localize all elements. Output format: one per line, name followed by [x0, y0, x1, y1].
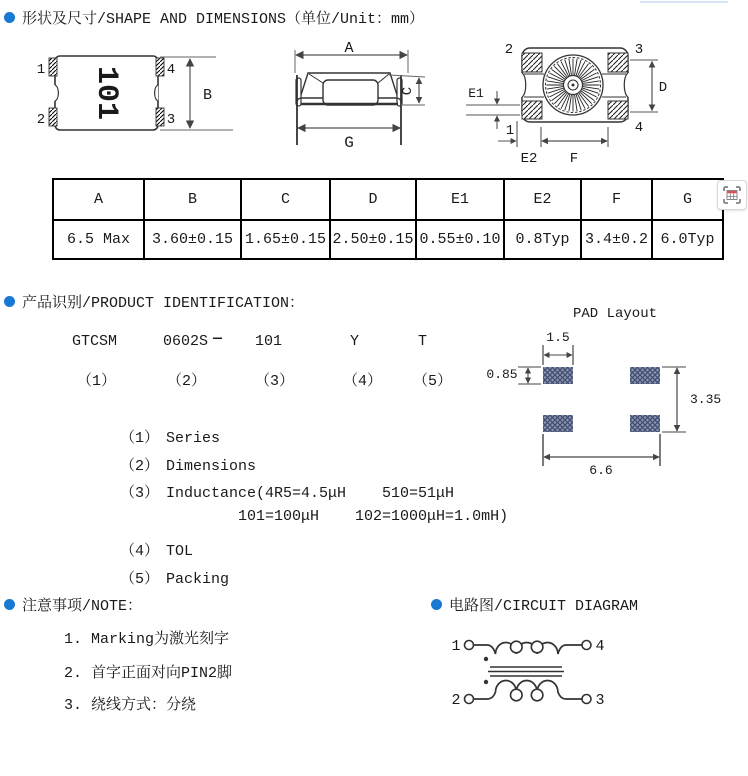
pad-layout-title: PAD Layout — [573, 306, 658, 322]
code-dimensions: 0602S — [163, 333, 209, 350]
legend-num: （2） — [120, 458, 160, 475]
secondary-winding — [473, 681, 582, 700]
dim-value-cell: 2.50±0.15 — [330, 220, 416, 259]
circuit-diagram-figure — [440, 622, 650, 727]
polarity-dot-top — [484, 657, 488, 661]
dim-header-cell: E2 — [504, 179, 581, 220]
dim-e1-label: E1 — [468, 86, 484, 101]
product-section-title-text: 产品识别/PRODUCT IDENTIFICATION： — [22, 295, 305, 312]
terminal-2 — [465, 695, 474, 704]
dim-g-label: G — [344, 134, 354, 152]
legend-text: Series — [166, 430, 221, 447]
legend-text: Dimensions — [166, 458, 257, 475]
row-pitch-label: 3.35 — [690, 392, 722, 407]
dim-value-cell: 6.5 Max — [53, 220, 144, 259]
terminal-4 — [582, 641, 591, 650]
pin-label-3: 3 — [166, 112, 176, 128]
code-index-5: （5） — [413, 373, 453, 390]
pad-3 — [608, 53, 628, 72]
primary-winding — [473, 643, 582, 655]
dim-c-label: C — [400, 86, 416, 96]
dimension-table-value-row — [53, 220, 723, 259]
pad-bottom-left — [543, 415, 573, 432]
dim-d-label: D — [658, 80, 668, 96]
circuit-section-title — [431, 594, 638, 615]
note-item-2: 2. 首字正面对向PIN2脚 — [64, 665, 233, 682]
pin-label-1: 1 — [36, 62, 46, 78]
legend-text: 101=100μH 102=1000μH=1.0mH) — [166, 508, 509, 525]
dim-header-cell: A — [53, 179, 144, 220]
code-index-1: （1） — [77, 373, 117, 390]
legend-num: （4） — [120, 543, 160, 560]
note-section-title — [4, 594, 142, 615]
dim-value-cell: 0.55±0.10 — [416, 220, 504, 259]
dim-header-cell: C — [241, 179, 330, 220]
circuit-section-title-text: 电路图/CIRCUIT DIAGRAM — [449, 598, 639, 615]
dim-a-label: A — [344, 42, 354, 57]
body-window — [323, 80, 378, 105]
note-item-1: 1. Marking为激光刻字 — [64, 631, 230, 648]
code-index-2: （2） — [167, 373, 207, 390]
pin-1-pad — [49, 58, 57, 76]
note-section-title-text: 注意事项/NOTE： — [22, 598, 143, 615]
page-edge-artifact — [640, 1, 728, 3]
dim-value-cell: 6.0Typ — [652, 220, 723, 259]
terminal-label-3: 3 — [595, 692, 605, 709]
polarity-dot-bottom — [484, 680, 488, 684]
terminal-label-1: 1 — [451, 638, 461, 655]
shape-section-title — [4, 7, 424, 28]
legend-num: （1） — [120, 430, 160, 447]
dim-value-cell: 3.4±0.2 — [581, 220, 652, 259]
dimension-table-header-row — [53, 179, 723, 220]
overall-width-label: 6.6 — [589, 463, 613, 478]
legend-text: TOL — [166, 543, 194, 560]
blue-dot-icon — [4, 296, 15, 307]
pad-1 — [522, 101, 542, 119]
dim-value-cell: 3.60±0.15 — [144, 220, 241, 259]
dim-b-label: B — [203, 87, 213, 104]
terminal-1 — [465, 641, 474, 650]
code-packing: T — [418, 333, 428, 350]
table-selection-icon[interactable] — [717, 180, 747, 210]
dim-header-cell: F — [581, 179, 652, 220]
dim-value-cell: 0.8Typ — [504, 220, 581, 259]
product-section-title — [4, 291, 304, 312]
terminal-label-2: 2 — [451, 692, 461, 709]
dim-value-cell: 1.65±0.15 — [241, 220, 330, 259]
bottom-view-figure — [458, 35, 748, 180]
pin-label-3: 3 — [634, 42, 644, 58]
pin-label-2: 2 — [36, 112, 46, 128]
blue-dot-icon — [4, 12, 15, 23]
pad-bottom-right — [630, 415, 660, 432]
note-item-3: 3. 绕线方式：分绕 — [64, 697, 197, 714]
legend-num: （3） — [120, 485, 160, 502]
legend-num: （5） — [120, 571, 160, 588]
terminal-label-4: 4 — [595, 638, 605, 655]
pin-label-2: 2 — [504, 42, 514, 58]
blue-dot-icon — [4, 599, 15, 610]
pad-width-label: 1.5 — [546, 330, 570, 345]
dimension-table — [52, 178, 724, 260]
pad-top-left — [543, 367, 573, 384]
pin-3-pad — [156, 108, 164, 126]
table-selection-glyph — [722, 185, 742, 205]
shape-section-title-text: 形状及尺寸/SHAPE AND DIMENSIONS（单位/Unit：mm） — [22, 11, 425, 28]
pin-label-4: 4 — [634, 120, 644, 136]
blue-dot-icon — [431, 599, 442, 610]
pin-2-pad — [49, 108, 57, 126]
pad-layout-figure — [480, 300, 745, 485]
legend-text: Packing — [166, 571, 230, 588]
pad-2 — [522, 53, 542, 72]
pin-label-1: 1 — [505, 123, 515, 139]
dim-e2-label: E2 — [520, 151, 538, 167]
pad-top-right — [630, 367, 660, 384]
pin-4-pad — [156, 58, 164, 76]
legend-text: Inductance(4R5=4.5μH 510=51μH — [166, 485, 455, 502]
dim-header-cell: G — [652, 179, 723, 220]
pad-4 — [608, 101, 628, 119]
pin-label-4: 4 — [166, 62, 176, 78]
code-index-4: （4） — [343, 373, 383, 390]
top-view-figure — [20, 42, 235, 157]
code-separator-dash: — — [213, 330, 223, 347]
dim-f-label: F — [569, 151, 579, 167]
code-series: GTCSM — [72, 333, 118, 350]
side-view-figure — [275, 42, 445, 159]
terminal-3 — [582, 695, 591, 704]
dim-header-cell: E1 — [416, 179, 504, 220]
toroid-center-dot — [572, 84, 575, 87]
dim-header-cell: D — [330, 179, 416, 220]
marking-text: 101 — [89, 65, 124, 121]
pad-height-label: 0.85 — [486, 367, 518, 382]
code-index-3: （3） — [255, 373, 295, 390]
code-tol: Y — [350, 333, 360, 350]
code-inductance: 101 — [255, 333, 283, 350]
dim-header-cell: B — [144, 179, 241, 220]
